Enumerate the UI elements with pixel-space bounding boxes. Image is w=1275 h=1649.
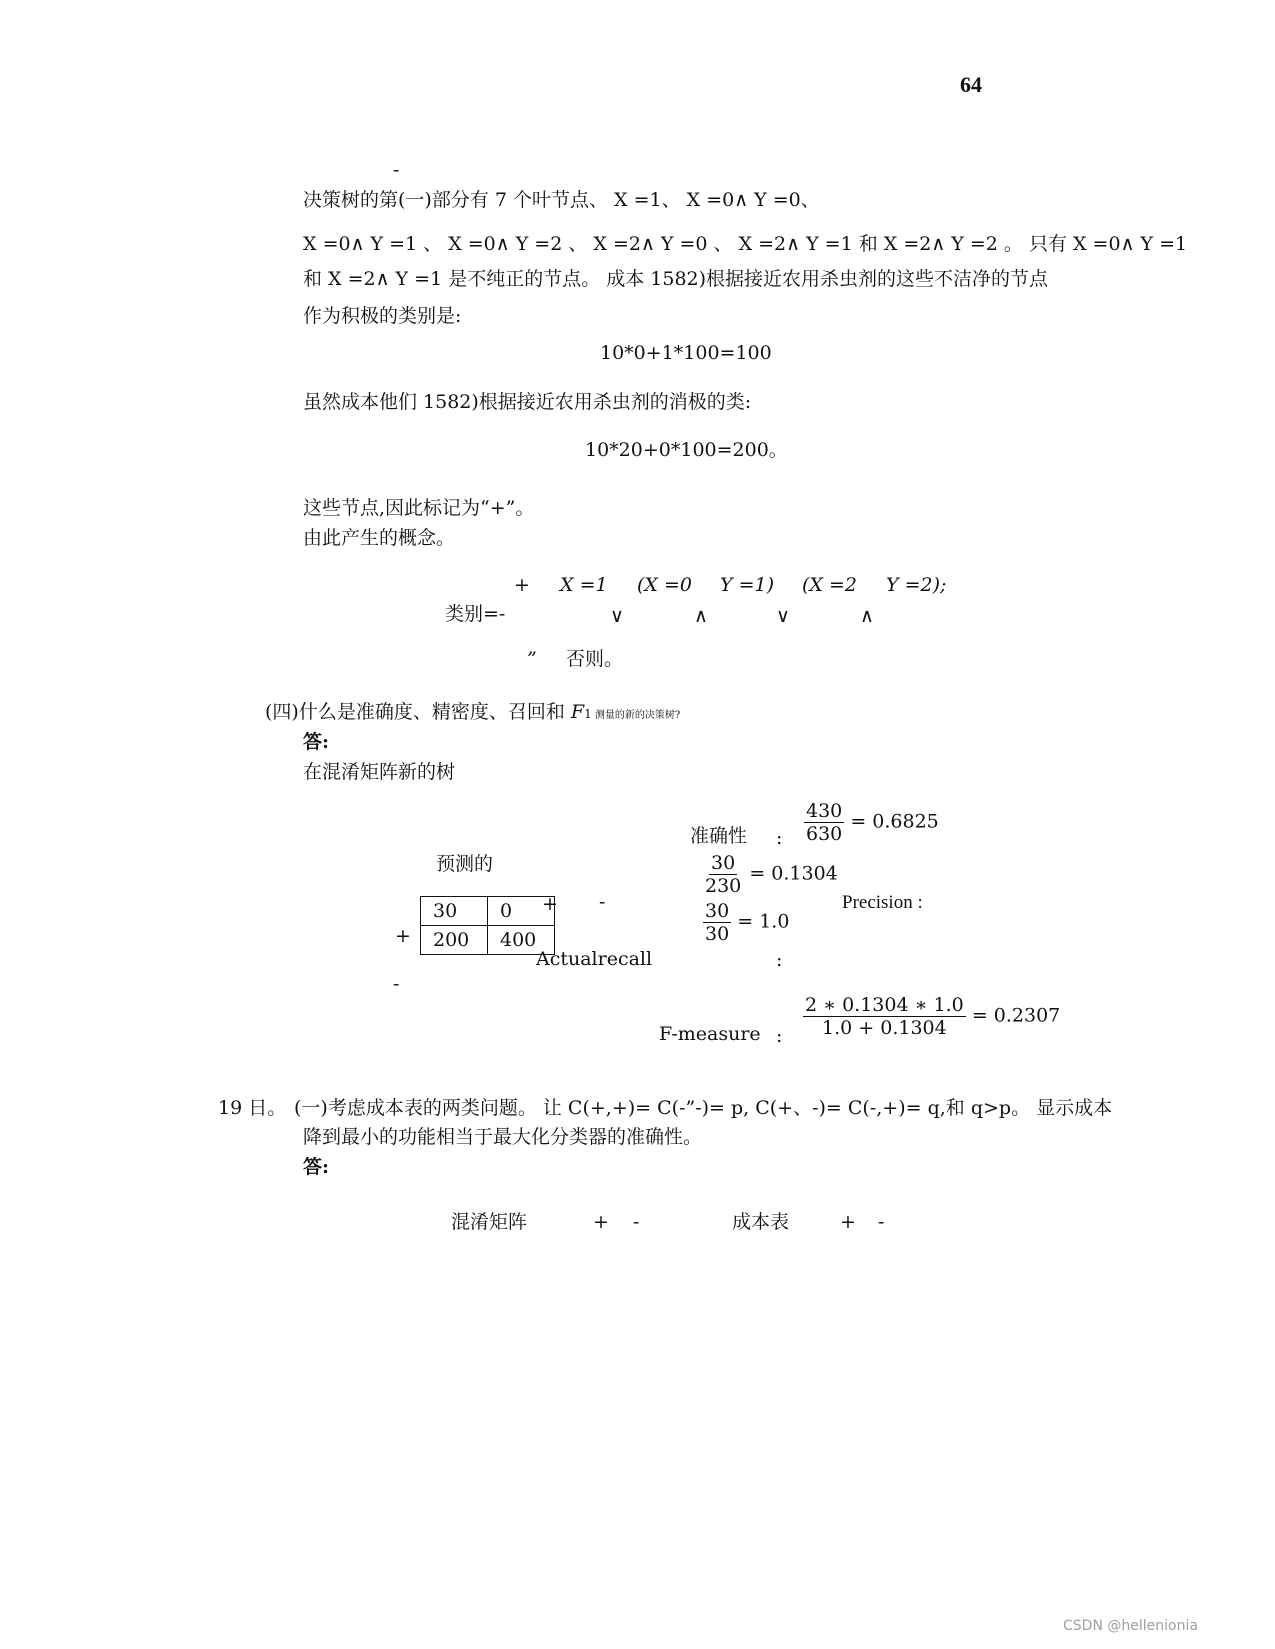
paragraph-line: 作为积极的类别是:	[303, 305, 462, 327]
row-minus: -	[393, 973, 400, 995]
fraction-numerator: 2 ∗ 0.1304 ∗ 1.0	[805, 994, 964, 1016]
concept-term: (X =0	[637, 574, 692, 596]
or-symbol: ∨	[610, 605, 624, 627]
paragraph-line: 虽然成本他们 1582)根据接近农用杀虫剂的消极的类:	[303, 391, 752, 413]
column-minus: -	[633, 1211, 640, 1233]
colon: :	[776, 827, 783, 849]
fmeasure-label: F-measure	[659, 1023, 761, 1045]
matrix-cell: 0	[488, 897, 555, 926]
concept-term: Y =2);	[886, 574, 947, 596]
fmeasure-formula	[803, 994, 1060, 1039]
page-number: 64	[960, 72, 982, 97]
and-symbol: ∧	[860, 605, 874, 627]
matrix-cell: 200	[421, 926, 488, 955]
column-minus: -	[599, 891, 606, 913]
question-small-text: 测量的新的决策树?	[591, 710, 681, 721]
actual-recall-label: Actualrecall	[536, 948, 653, 970]
answer-label: 答:	[303, 1156, 330, 1178]
fraction-numerator: 30	[705, 900, 730, 922]
precision-value: = 0.1304	[749, 862, 838, 885]
stray-dash: -	[393, 159, 400, 181]
answer-label: 答:	[303, 731, 330, 753]
column-minus: -	[878, 1211, 885, 1233]
recall-value: = 1.0	[737, 910, 790, 933]
column-plus: +	[840, 1211, 856, 1233]
cost-table-label: 成本表	[732, 1211, 790, 1233]
accuracy-value: = 0.6825	[850, 810, 939, 833]
paragraph-line: 和 X =2∧ Y =1 是不纯正的节点。 成本 1582)根据接近农用杀虫剂的这些不洁净的节点	[303, 268, 1049, 290]
row-plus: +	[395, 925, 411, 947]
fraction-denominator: 1.0 + 0.1304	[822, 1017, 947, 1039]
matrix-cell: 30	[421, 897, 488, 926]
confusion-matrix	[420, 896, 555, 955]
concept-label: 类别=-	[445, 603, 506, 625]
predicted-label: 预测的	[436, 853, 494, 875]
equation: 10*0+1*100=100	[600, 342, 772, 364]
question-text: (一)考虑成本表的两类问题。 让 C(+,+)= C(-”-)= p, C(+、-)= C(-,+)= q,和 q>p。 显示成本	[294, 1097, 1113, 1119]
accuracy-formula	[804, 800, 939, 845]
or-symbol: ∨	[776, 605, 790, 627]
fraction-numerator: 30	[711, 852, 736, 874]
and-symbol: ∧	[694, 605, 708, 627]
matrix-cell: 400	[488, 926, 555, 955]
colon: :	[776, 1025, 783, 1047]
paragraph-line: 决策树的第(一)部分有 7 个叶节点、 X =1、 X =0∧ Y =0、	[303, 189, 820, 211]
concept-term: X =1	[560, 574, 608, 596]
paragraph-line: X =0∧ Y =1 、 X =0∧ Y =2 、 X =2∧ Y =0 、 X =2∧ Y =1 和 X =2∧ Y =2 。 只有 X =0∧ Y =1	[303, 233, 1188, 255]
watermark: CSDN @hellenionia	[1063, 1618, 1198, 1634]
f-symbol: F	[570, 701, 585, 723]
fraction-numerator: 430	[806, 800, 843, 822]
precision-label: Precision :	[842, 892, 923, 913]
question-text: (四)什么是准确度、精密度、召回和	[265, 701, 571, 723]
equation: 10*20+0*100=200。	[585, 439, 788, 461]
confusion-matrix-label: 混淆矩阵	[451, 1211, 528, 1233]
concept-term: Y =1)	[720, 574, 775, 596]
concept-otherwise: 否则。	[566, 648, 624, 670]
fraction-denominator: 30	[705, 923, 730, 945]
recall-formula	[703, 900, 789, 945]
colon: :	[776, 949, 783, 971]
accuracy-label: 准确性	[690, 825, 748, 847]
column-plus: +	[593, 1211, 609, 1233]
precision-formula	[703, 852, 838, 897]
concept-quote: ”	[527, 648, 537, 670]
fmeasure-value: = 0.2307	[971, 1004, 1061, 1027]
concept-term: (X =2	[802, 574, 857, 596]
question-text: 降到最小的功能相当于最大化分类器的准确性。	[303, 1126, 703, 1148]
fraction-denominator: 230	[705, 875, 742, 897]
fraction-denominator: 630	[806, 823, 843, 845]
paragraph-line: 这些节点,因此标记为“+”。	[303, 497, 535, 519]
column-plus: +	[542, 893, 558, 915]
question-heading	[265, 700, 680, 728]
confusion-intro: 在混淆矩阵新的树	[303, 761, 456, 783]
paragraph-line: 由此产生的概念。	[303, 527, 456, 549]
f-subscript: 1	[584, 707, 592, 721]
question-number: 19 日。	[218, 1097, 287, 1119]
concept-plus: +	[514, 574, 530, 596]
